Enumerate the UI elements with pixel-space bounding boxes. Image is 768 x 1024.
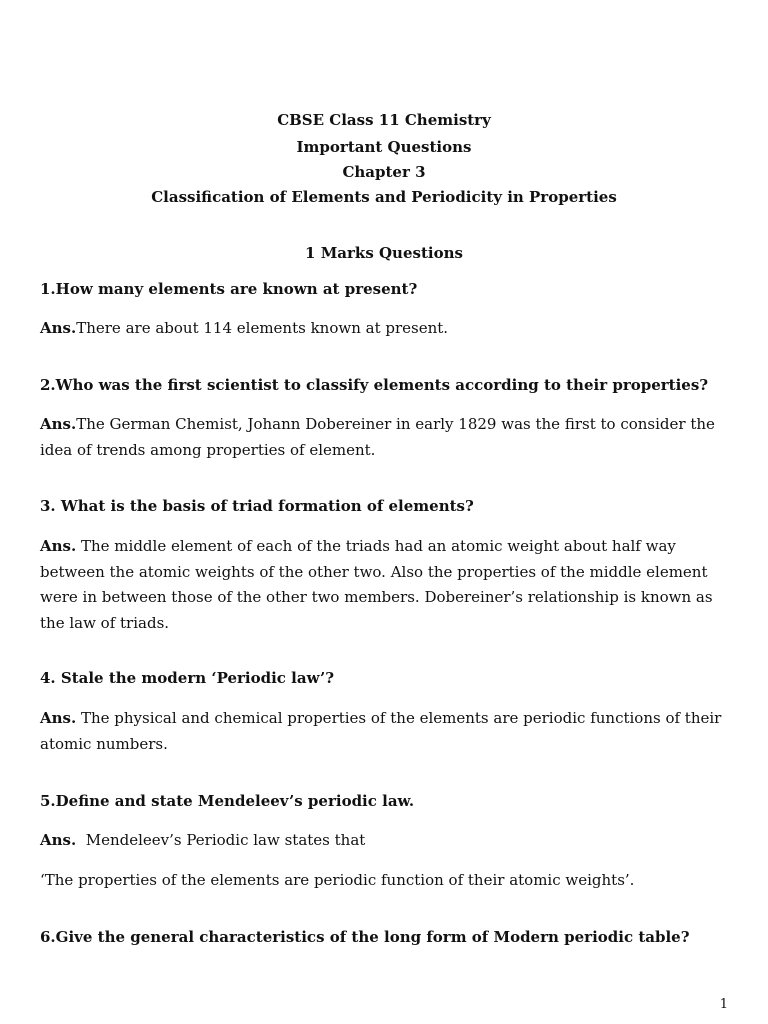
answer-label: Ans. — [40, 831, 77, 849]
answer-text: The physical and chemical properties of the elements are periodic functions of their atomic numbers. — [40, 709, 722, 753]
answer-label: Ans. — [40, 537, 77, 555]
answer-2 — [40, 412, 730, 463]
question-4: 4. Stale the modern ‘Periodic law’? — [40, 669, 335, 687]
question-3: 3. What is the basis of triad formation of elements? — [40, 497, 474, 515]
question-5: 5.Define and state Mendeleev’s periodic law. — [40, 792, 415, 810]
document-subtitle: Important Questions — [296, 138, 472, 156]
answer-label: Ans. — [40, 415, 77, 433]
question-1: 1.How many elements are known at present? — [40, 280, 418, 298]
document-title: CBSE Class 11 Chemistry — [277, 111, 491, 129]
section-title: 1 Marks Questions — [305, 244, 463, 262]
answer-5-continuation: ‘The properties of the elements are periodic function of their atomic weights’. — [40, 871, 635, 889]
question-2: 2.Who was the first scientist to classify elements according to their properties? — [40, 376, 709, 394]
answer-1 — [40, 316, 730, 342]
chapter-title: Classification of Elements and Periodicity in Properties — [151, 188, 617, 206]
answer-label: Ans. — [40, 709, 77, 727]
answer-5 — [40, 828, 730, 854]
answer-text: The middle element of each of the triads had an atomic weight about half way between the atomic weights of the other two. Also the properties of the middle element were in between those of the other two members. Dobereiner’s relationship is known as the law of triads. — [40, 537, 713, 632]
answer-text: Mendeleev’s Periodic law states that — [76, 831, 366, 849]
answer-3 — [40, 534, 730, 636]
answer-label: Ans. — [40, 319, 77, 337]
page-number: 1 — [719, 997, 728, 1012]
answer-text: There are about 114 elements known at present. — [76, 319, 449, 337]
answer-text: The German Chemist, Johann Dobereiner in early 1829 was the first to consider the idea of trends among properties of element. — [40, 415, 715, 459]
question-6: 6.Give the general characteristics of the long form of Modern periodic table? — [40, 928, 690, 946]
answer-4 — [40, 706, 730, 757]
chapter-number: Chapter 3 — [342, 163, 426, 181]
